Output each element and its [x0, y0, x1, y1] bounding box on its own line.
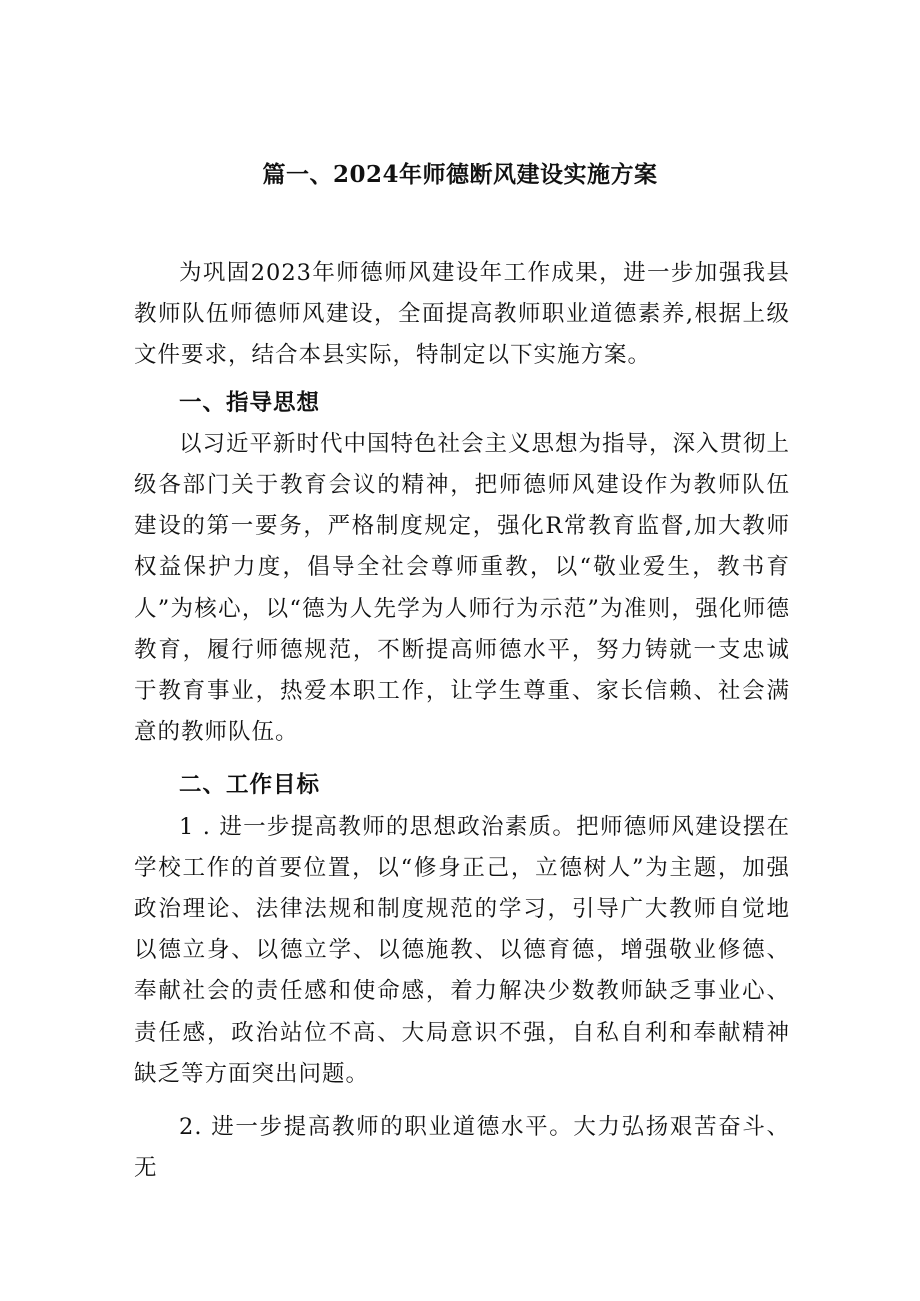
work-goal-item-1: 1 . 进一步提高教师的思想政治素质。把师德师风建设摆在学校工作的首要位置，以“修身正己，立德树人”为主题，加强政治理论、法律法规和制度规范的学习，引导广大教师自觉地以德立身、以德立学、以德施教、以德育德，增强敬业修德、奉献社会的责任感和使命感，着力解决少数教师缺乏事业心、责任感，政治站位不高、大局意识不强，自私自利和奉献精神缺乏等方面突出问题。	[134, 813, 790, 1087]
work-goal-item-2: 2. 进一步提高教师的职业道德水平。大力弘扬艰苦奋斗、无	[134, 1114, 790, 1182]
document-body	[134, 253, 790, 1189]
section-heading-guiding-ideology: 一、指导思想	[179, 389, 321, 416]
intro-paragraph: 为巩固2023年师德师风建设年工作成果，进一步加强我县教师队伍师德师风建设，全面提高教师职业道德素养,根据上级文件要求，结合本县实际，特制定以下实施方案。	[134, 260, 790, 369]
guiding-ideology-paragraph: 以习近平新时代中国特色社会主义思想为指导，深入贯彻上级各部门关于教育会议的精神，把师德师风建设作为教师队伍建设的第一要务，严格制度规定，强化R常教育监督,加大教师权益保护力度，倡导全社会尊师重教，以“敬业爱生，教书育人”为核心，以“德为人先学为人师行为示范”为准则，强化师德教育，履行师德规范，不断提高师德水平，努力铸就一支忠诚于教育事业，热爱本职工作，让学生尊重、家长信赖、社会满意的教师队伍。	[134, 430, 791, 746]
document-title: 篇一、2024年师德断风建设实施方案	[262, 161, 658, 188]
section-heading-work-goals: 二、工作目标	[179, 772, 321, 799]
